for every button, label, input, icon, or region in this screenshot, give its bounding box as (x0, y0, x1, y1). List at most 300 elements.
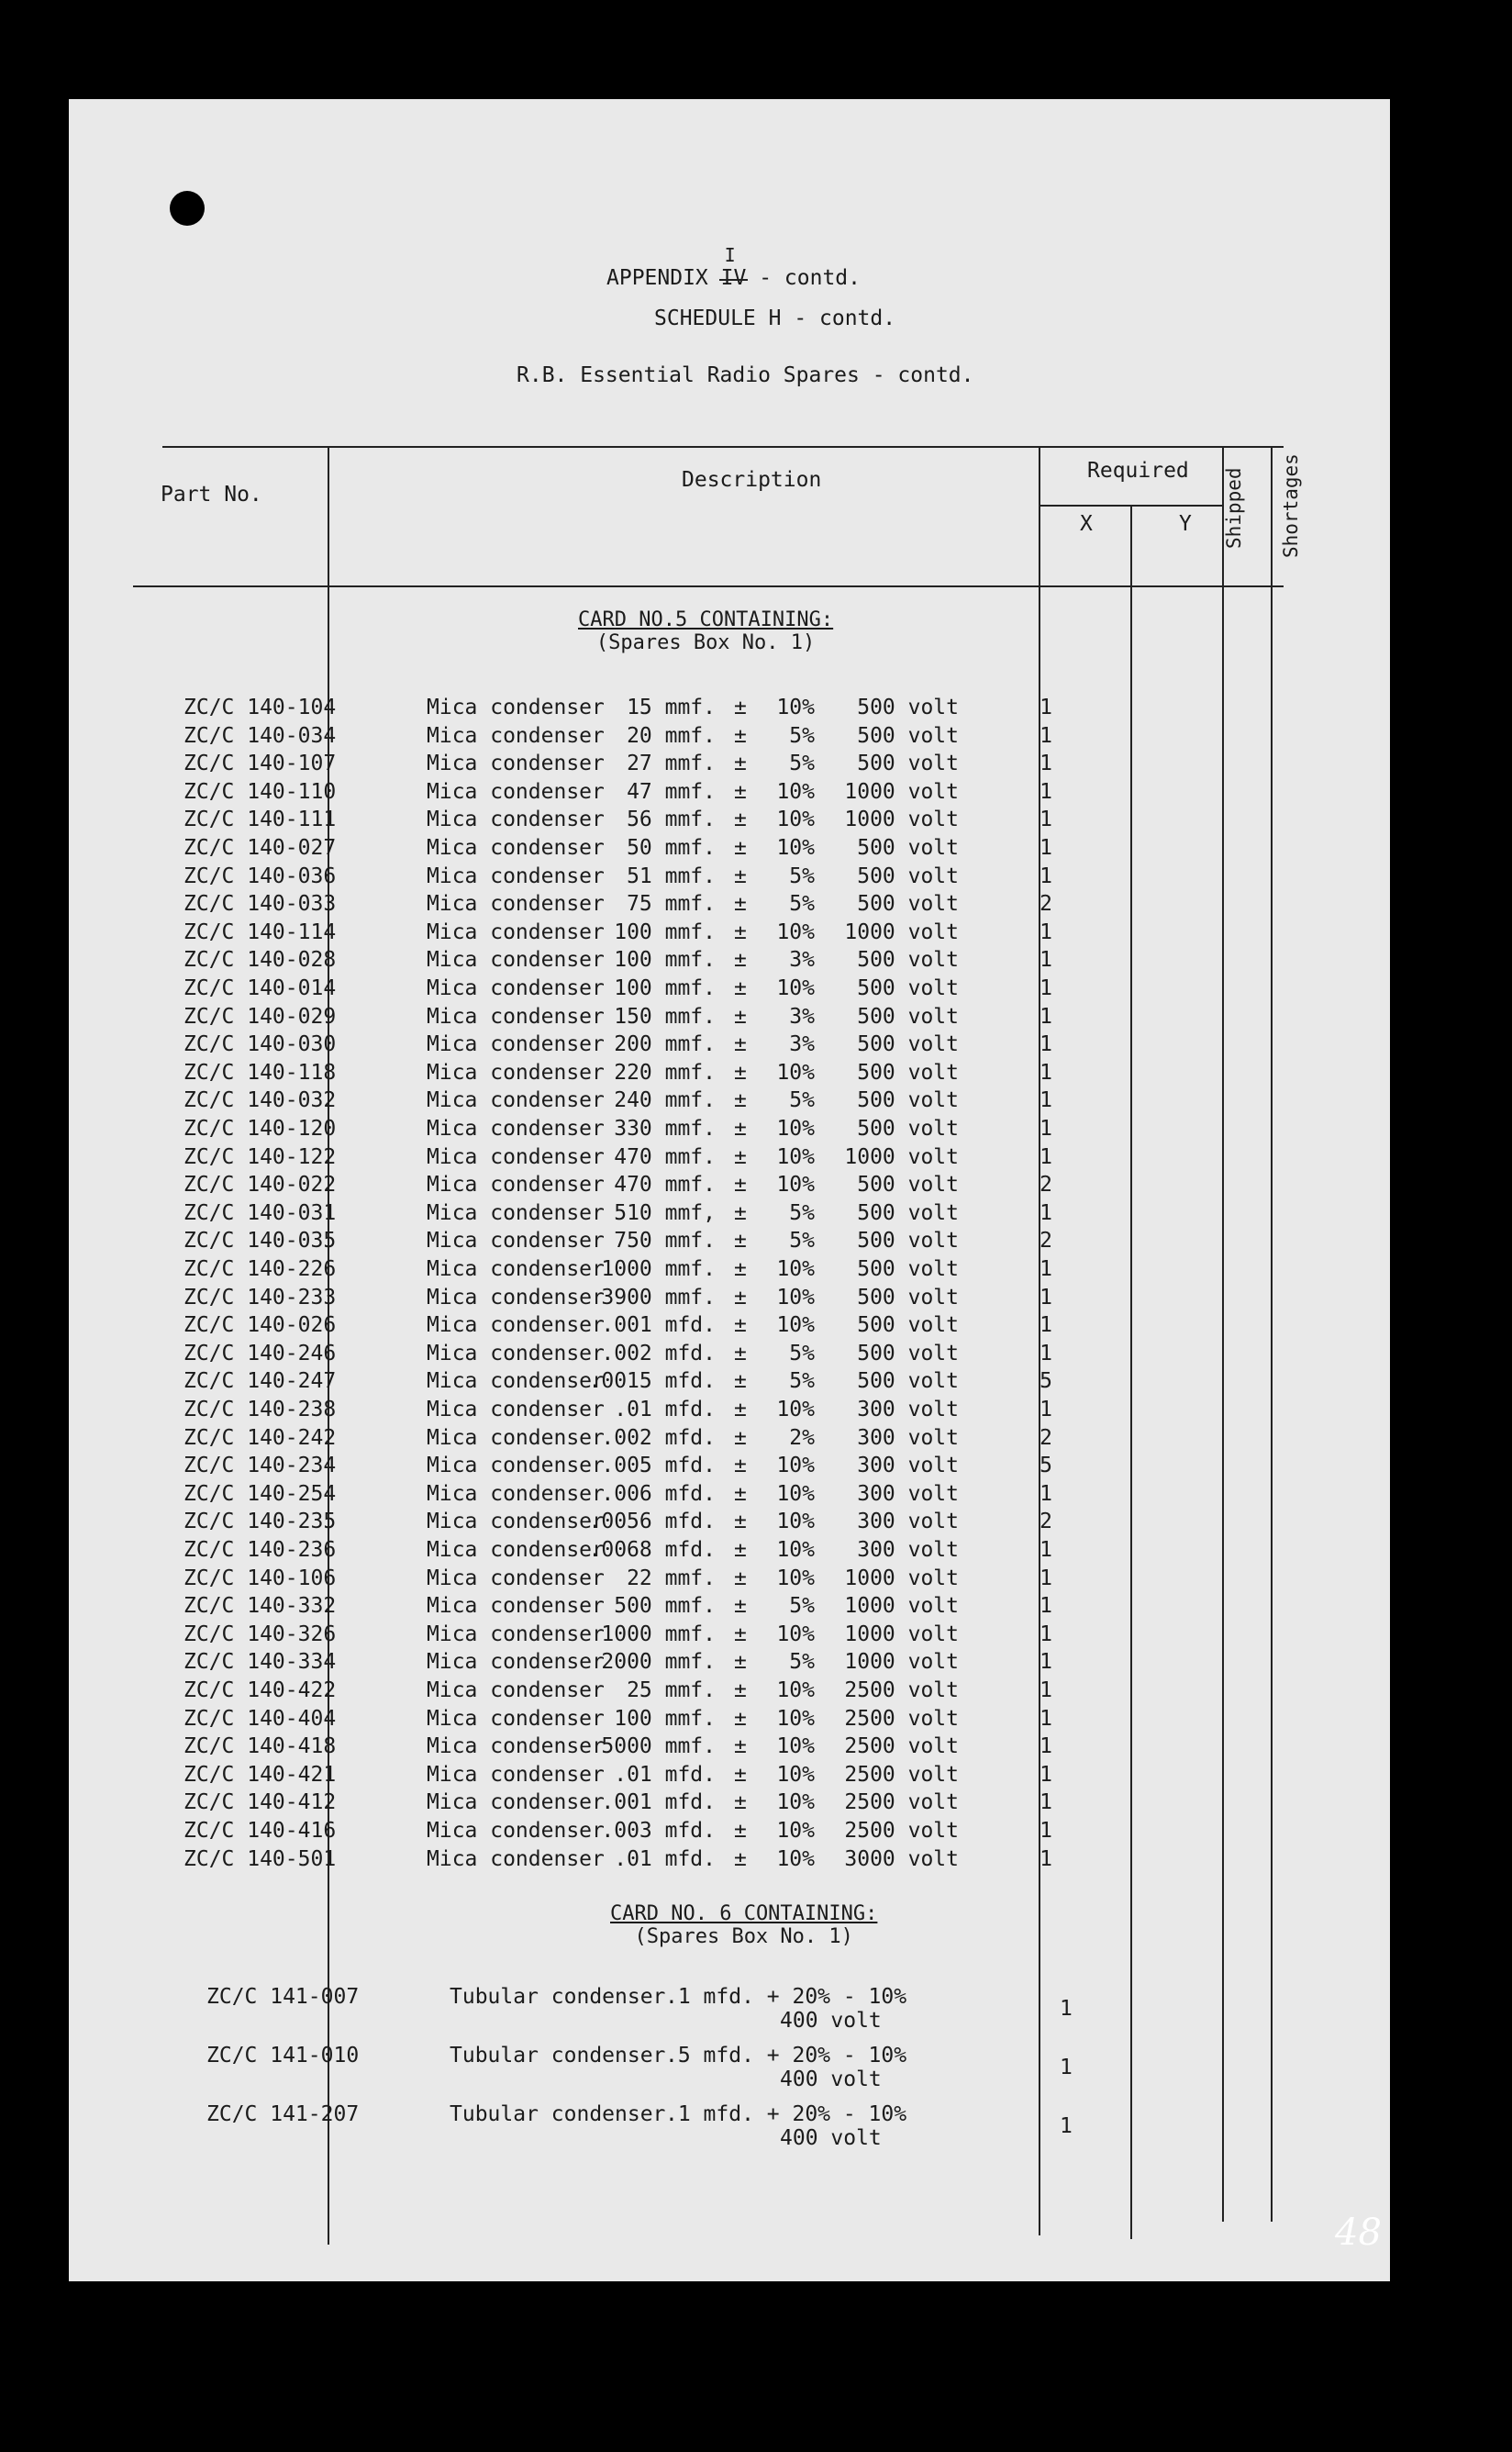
part-number: ZC/C 140-022 (183, 1173, 337, 1198)
description: Mica condenser (427, 752, 605, 776)
table-row (183, 1369, 1101, 1398)
voltage: 500 volt (857, 1004, 959, 1029)
required-y: 1 (1040, 1341, 1052, 1365)
value: 510 mmf, (614, 1200, 716, 1225)
required-y: 1 (1040, 696, 1052, 719)
card6-subtitle: (Spares Box No. 1) (634, 1925, 853, 1948)
required-y: 1 (1040, 1004, 1052, 1029)
part-number: ZC/C 140-104 (183, 696, 337, 719)
plus-minus-sign: ± (734, 1369, 747, 1394)
tolerance: 10% (776, 1706, 815, 1731)
part-number: ZC/C 140-114 (183, 920, 337, 944)
required-y: 1 (1040, 1734, 1052, 1759)
tolerance: 10% (776, 1510, 815, 1534)
plus-minus-sign: ± (734, 723, 747, 748)
plus-minus-sign: ± (734, 1117, 747, 1141)
tolerance: 10% (776, 1257, 815, 1281)
col-header-x: X (1080, 512, 1093, 536)
table-row (183, 1061, 1101, 1089)
value: 47 mmf. (627, 779, 716, 804)
plus-minus-sign: ± (734, 1510, 747, 1534)
col-header-required: Required (1087, 459, 1189, 483)
required-y: 1 (1040, 1650, 1052, 1675)
voltage: 500 volt (857, 723, 959, 748)
voltage: 500 volt (857, 1173, 959, 1198)
description: Mica condenser (427, 864, 605, 888)
appendix-heading (606, 244, 861, 290)
tolerance: 10% (776, 1622, 815, 1646)
value: 51 mmf. (627, 864, 716, 888)
table-row (183, 780, 1101, 808)
plus-minus-sign: ± (734, 920, 747, 944)
description: Mica condenser (427, 1173, 605, 1198)
description: Mica condenser (427, 1650, 605, 1675)
tolerance: 3% (789, 948, 815, 973)
table-row (183, 696, 1101, 724)
required-y: 1 (1040, 1285, 1052, 1310)
voltage: 2500 volt (844, 1819, 959, 1843)
required-y: 1 (1040, 948, 1052, 973)
tolerance: 5% (789, 723, 815, 748)
value: .1 mfd. + 20% - 10% (665, 2102, 907, 2126)
part-number: ZC/C 140-014 (183, 976, 337, 1000)
voltage: 1000 volt (844, 920, 959, 944)
required-y: 1 (1040, 1678, 1052, 1702)
voltage: 500 volt (857, 864, 959, 888)
value: 470 mmf. (614, 1173, 716, 1198)
required-y: 2 (1040, 1173, 1052, 1198)
tolerance: 10% (776, 1678, 815, 1702)
value: 200 mmf. (614, 1032, 716, 1057)
part-number: ZC/C 140-247 (183, 1369, 337, 1394)
value: .0015 mfd. (588, 1369, 716, 1394)
required-y: 1 (1040, 1762, 1052, 1787)
value: 75 mmf. (627, 892, 716, 917)
value: 25 mmf. (627, 1678, 716, 1702)
part-number: ZC/C 140-332 (183, 1594, 337, 1619)
required-y: 1 (1040, 1819, 1052, 1843)
description: Mica condenser (427, 1032, 605, 1057)
value: 22 mmf. (627, 1566, 716, 1590)
part-number: ZC/C 141-207 (206, 2102, 360, 2126)
description: Mica condenser (427, 1425, 605, 1450)
part-number: ZC/C 140-120 (183, 1117, 337, 1141)
voltage: 1000 volt (844, 808, 959, 832)
required-y: 1 (1040, 752, 1052, 776)
part-number: ZC/C 140-422 (183, 1678, 337, 1702)
col-header-description: Description (682, 468, 822, 492)
value: 3900 mmf. (601, 1285, 716, 1310)
table-row (183, 1763, 1101, 1791)
part-number: ZC/C 140-421 (183, 1762, 337, 1787)
required-y: 1 (1040, 723, 1052, 748)
plus-minus-sign: ± (734, 1622, 747, 1646)
required-y: 1 (1040, 920, 1052, 944)
voltage: 500 volt (857, 696, 959, 719)
plus-minus-sign: ± (734, 1790, 747, 1815)
value: 100 mmf. (614, 1706, 716, 1731)
voltage: 500 volt (857, 1285, 959, 1310)
voltage: 400 volt (780, 2009, 882, 2033)
value: 1000 mmf. (601, 1622, 716, 1646)
required-y: 1 (1040, 1060, 1052, 1085)
required-y: 1 (1040, 1538, 1052, 1562)
description: Mica condenser (427, 920, 605, 944)
voltage: 1000 volt (844, 1144, 959, 1169)
col-divider-shipped (1271, 446, 1273, 2222)
voltage: 500 volt (857, 1229, 959, 1254)
tolerance: 10% (776, 1846, 815, 1871)
col-header-shipped: Shipped (1223, 467, 1245, 549)
punch-hole (170, 191, 205, 226)
table-row (183, 920, 1101, 949)
part-number: ZC/C 140-110 (183, 779, 337, 804)
description: Mica condenser (427, 696, 605, 719)
plus-minus-sign: ± (734, 808, 747, 832)
tolerance: 10% (776, 1144, 815, 1169)
required-y: 2 (1040, 892, 1052, 917)
table-row (183, 1032, 1101, 1061)
plus-minus-sign: ± (734, 1088, 747, 1113)
required-y: 1 (1040, 1144, 1052, 1169)
tolerance: 10% (776, 1762, 815, 1787)
description: Mica condenser (427, 1117, 605, 1141)
plus-minus-sign: ± (734, 1566, 747, 1590)
description: Mica condenser (427, 836, 605, 860)
part-number: ZC/C 140-035 (183, 1229, 337, 1254)
required-y: 1 (1040, 1032, 1052, 1057)
plus-minus-sign: ± (734, 779, 747, 804)
part-number: ZC/C 140-416 (183, 1819, 337, 1843)
tolerance: 10% (776, 976, 815, 1000)
appendix-suffix: - contd. (759, 266, 861, 290)
page-number: 48 (1335, 2212, 1382, 2254)
required-y: 2 (1040, 1510, 1052, 1534)
part-number: ZC/C 140-235 (183, 1510, 337, 1534)
value: .001 mfd. (601, 1790, 716, 1815)
table-row (183, 1650, 1101, 1678)
plus-minus-sign: ± (734, 1398, 747, 1421)
description: Mica condenser (427, 1257, 605, 1281)
voltage: 500 volt (857, 836, 959, 860)
required-y: 1 (1040, 779, 1052, 804)
plus-minus-sign: ± (734, 696, 747, 719)
tolerance: 10% (776, 1481, 815, 1506)
plus-minus-sign: ± (734, 948, 747, 973)
plus-minus-sign: ± (734, 752, 747, 776)
table-row (183, 808, 1101, 836)
tolerance: 5% (789, 864, 815, 888)
table-row (183, 1510, 1101, 1538)
plus-minus-sign: ± (734, 1594, 747, 1619)
description: Mica condenser (427, 1200, 605, 1225)
voltage: 300 volt (857, 1454, 959, 1478)
tolerance: 5% (789, 1341, 815, 1365)
plus-minus-sign: ± (734, 1538, 747, 1562)
value: 240 mmf. (614, 1088, 716, 1113)
table-row (183, 1286, 1101, 1314)
plus-minus-sign: ± (734, 1706, 747, 1731)
description: Mica condenser (427, 1144, 605, 1169)
part-number: ZC/C 141-010 (206, 2044, 360, 2067)
value: .002 mfd. (601, 1425, 716, 1450)
required-y: 2 (1040, 1229, 1052, 1254)
table-row (183, 1482, 1101, 1510)
value: 150 mmf. (614, 1004, 716, 1029)
part-number: ZC/C 140-028 (183, 948, 337, 973)
voltage: 500 volt (857, 1060, 959, 1085)
tolerance: 10% (776, 1819, 815, 1843)
table-row (183, 1707, 1101, 1735)
plus-minus-sign: ± (734, 1734, 747, 1759)
required-y: 1 (1040, 1706, 1052, 1731)
value: .001 mfd. (601, 1313, 716, 1338)
voltage: 500 volt (857, 1088, 959, 1113)
description: Mica condenser (427, 723, 605, 748)
part-number: ZC/C 140-111 (183, 808, 337, 832)
table-row (183, 1229, 1101, 1257)
part-number: ZC/C 140-107 (183, 752, 337, 776)
required-y: 1 (1060, 1997, 1073, 2021)
tolerance: 10% (776, 1790, 815, 1815)
tolerance: 5% (789, 1369, 815, 1394)
description: Mica condenser (427, 976, 605, 1000)
table-row (183, 1005, 1101, 1033)
voltage: 400 volt (780, 2067, 882, 2091)
part-number: ZC/C 140-118 (183, 1060, 337, 1085)
plus-minus-sign: ± (734, 1762, 747, 1787)
voltage: 300 volt (857, 1425, 959, 1450)
description: Mica condenser (427, 779, 605, 804)
table-row (183, 724, 1101, 752)
plus-minus-sign: ± (734, 892, 747, 917)
description: Mica condenser (427, 1088, 605, 1113)
table-row (183, 1426, 1101, 1454)
table-row (183, 1257, 1101, 1286)
description: Mica condenser (427, 1341, 605, 1365)
table-row (183, 976, 1101, 1005)
part-number: ZC/C 140-242 (183, 1425, 337, 1450)
description: Mica condenser (427, 1678, 605, 1702)
card5-subtitle: (Spares Box No. 1) (595, 631, 816, 654)
part-number: ZC/C 140-033 (183, 892, 337, 917)
plus-minus-sign: ± (734, 836, 747, 860)
value: .5 mfd. + 20% - 10% (665, 2044, 907, 2067)
description: Mica condenser (427, 1229, 605, 1254)
tolerance: 5% (789, 752, 815, 776)
required-y: 1 (1040, 976, 1052, 1000)
value: 100 mmf. (614, 976, 716, 1000)
description: Mica condenser (427, 1285, 605, 1310)
value: 330 mmf. (614, 1117, 716, 1141)
description: Mica condenser (427, 1734, 605, 1759)
required-y: 1 (1040, 1790, 1052, 1815)
table-row (206, 2044, 1124, 2099)
value: .005 mfd. (601, 1454, 716, 1478)
table-row (183, 864, 1101, 893)
table-row (183, 892, 1101, 920)
description: Mica condenser (427, 1004, 605, 1029)
required-y: 1 (1040, 1088, 1052, 1113)
description: Mica condenser (427, 1313, 605, 1338)
required-y: 1 (1040, 1313, 1052, 1338)
tolerance: 10% (776, 836, 815, 860)
voltage: 1000 volt (844, 1650, 959, 1675)
table-row (183, 1594, 1101, 1622)
col-header-y: Y (1179, 512, 1192, 536)
part-number: ZC/C 140-226 (183, 1257, 337, 1281)
voltage: 500 volt (857, 976, 959, 1000)
description: Mica condenser (427, 1369, 605, 1394)
header-bottom-rule (133, 585, 1284, 587)
voltage: 500 volt (857, 892, 959, 917)
value: .0068 mfd. (588, 1538, 716, 1562)
tolerance: 5% (789, 1088, 815, 1113)
voltage: 500 volt (857, 1313, 959, 1338)
tolerance: 10% (776, 1398, 815, 1421)
required-y: 1 (1060, 2114, 1073, 2138)
tolerance: 10% (776, 779, 815, 804)
table-row (183, 1117, 1101, 1145)
table-row (206, 2102, 1124, 2157)
description: Mica condenser (427, 1454, 605, 1478)
table-row (183, 1342, 1101, 1370)
value: 50 mmf. (627, 836, 716, 860)
value: 56 mmf. (627, 808, 716, 832)
required-y: 1 (1040, 1200, 1052, 1225)
table-row (183, 1678, 1101, 1707)
description: Mica condenser (427, 1846, 605, 1871)
part-number: ZC/C 140-032 (183, 1088, 337, 1113)
table-row (183, 1201, 1101, 1230)
plus-minus-sign: ± (734, 1313, 747, 1338)
value: 500 mmf. (614, 1594, 716, 1619)
part-number: ZC/C 140-030 (183, 1032, 337, 1057)
part-number: ZC/C 140-234 (183, 1454, 337, 1478)
tolerance: 5% (789, 1650, 815, 1675)
value: .006 mfd. (601, 1481, 716, 1506)
description: Mica condenser (427, 1398, 605, 1421)
required-y: 5 (1040, 1454, 1052, 1478)
appendix-inserted-number: I (724, 244, 736, 266)
plus-minus-sign: ± (734, 864, 747, 888)
voltage: 300 volt (857, 1481, 959, 1506)
table-row (183, 1454, 1101, 1482)
value: .002 mfd. (601, 1341, 716, 1365)
required-y: 1 (1040, 1398, 1052, 1421)
card6-heading (610, 1902, 877, 1948)
table-row (183, 836, 1101, 864)
table-row (183, 1173, 1101, 1201)
required-y: 1 (1040, 1117, 1052, 1141)
tolerance: 10% (776, 1060, 815, 1085)
part-number: ZC/C 140-238 (183, 1398, 337, 1421)
part-number: ZC/C 141-007 (206, 1985, 360, 2009)
required-y: 1 (1040, 1566, 1052, 1590)
tolerance: 3% (789, 1004, 815, 1029)
voltage: 1000 volt (844, 1594, 959, 1619)
document-page (69, 99, 1390, 2281)
tolerance: 10% (776, 1285, 815, 1310)
plus-minus-sign: ± (734, 976, 747, 1000)
part-number: ZC/C 140-501 (183, 1846, 337, 1871)
part-number: ZC/C 140-027 (183, 836, 337, 860)
required-y: 1 (1060, 2056, 1073, 2079)
description: Mica condenser (427, 1566, 605, 1590)
voltage: 1000 volt (844, 1622, 959, 1646)
voltage: 300 volt (857, 1538, 959, 1562)
required-y: 1 (1040, 1622, 1052, 1646)
value: 2000 mmf. (601, 1650, 716, 1675)
required-y: 1 (1040, 864, 1052, 888)
tolerance: 10% (776, 696, 815, 719)
part-number: ZC/C 140-122 (183, 1144, 337, 1169)
appendix-struck-number: IV (720, 266, 747, 290)
tolerance: 10% (776, 1734, 815, 1759)
voltage: 2500 volt (844, 1678, 959, 1702)
description: Mica condenser (427, 1790, 605, 1815)
description: Mica condenser (427, 1622, 605, 1646)
table-row (183, 1819, 1101, 1847)
tolerance: 10% (776, 920, 815, 944)
col-header-part-no: Part No. (161, 483, 262, 507)
description: Tubular condenser (450, 1985, 666, 2009)
plus-minus-sign: ± (734, 1650, 747, 1675)
value: 220 mmf. (614, 1060, 716, 1085)
table-row (206, 1985, 1124, 2040)
schedule-heading: SCHEDULE H - contd. (654, 306, 896, 330)
voltage: 2500 volt (844, 1762, 959, 1787)
part-number: ZC/C 140-254 (183, 1481, 337, 1506)
required-y: 2 (1040, 1425, 1052, 1450)
col-divider-y (1222, 446, 1224, 2222)
value: 470 mmf. (614, 1144, 716, 1169)
description: Mica condenser (427, 948, 605, 973)
table-row (183, 1538, 1101, 1566)
subtitle-heading: R.B. Essential Radio Spares - contd. (517, 363, 974, 387)
description: Mica condenser (427, 1510, 605, 1534)
part-number: ZC/C 140-031 (183, 1200, 337, 1225)
required-y: 1 (1040, 836, 1052, 860)
tolerance: 10% (776, 1454, 815, 1478)
required-y: 1 (1040, 1846, 1052, 1871)
voltage: 500 volt (857, 752, 959, 776)
required-y: 1 (1040, 1481, 1052, 1506)
tolerance: 3% (789, 1032, 815, 1057)
voltage: 2500 volt (844, 1706, 959, 1731)
plus-minus-sign: ± (734, 1454, 747, 1478)
plus-minus-sign: ± (734, 1173, 747, 1198)
plus-minus-sign: ± (734, 1004, 747, 1029)
plus-minus-sign: ± (734, 1060, 747, 1085)
voltage: 400 volt (780, 2126, 882, 2150)
part-number: ZC/C 140-412 (183, 1790, 337, 1815)
plus-minus-sign: ± (734, 1678, 747, 1702)
value: .01 mfd. (614, 1762, 716, 1787)
value: 5000 mmf. (601, 1734, 716, 1759)
tolerance: 10% (776, 808, 815, 832)
part-number: ZC/C 140-106 (183, 1566, 337, 1590)
tolerance: 10% (776, 1538, 815, 1562)
voltage: 3000 volt (844, 1846, 959, 1871)
part-number: ZC/C 140-034 (183, 723, 337, 748)
voltage: 300 volt (857, 1398, 959, 1421)
voltage: 1000 volt (844, 779, 959, 804)
tolerance: 5% (789, 1200, 815, 1225)
table-row (183, 1088, 1101, 1117)
required-y: 1 (1040, 1594, 1052, 1619)
value: 15 mmf. (627, 696, 716, 719)
